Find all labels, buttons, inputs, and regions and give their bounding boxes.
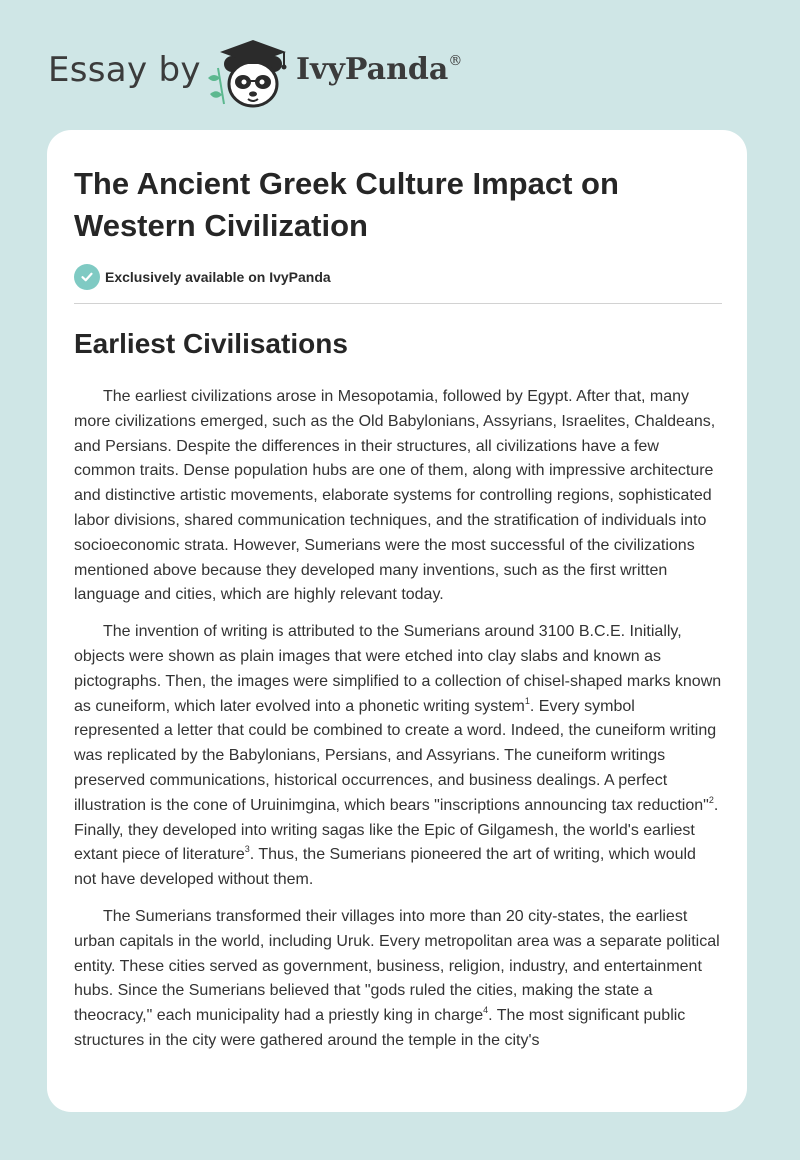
paragraph-text: . The most significant public structures in the city were gathered around the temple in the city's xyxy=(74,1007,686,1049)
paragraph-text: . Every symbol represented a letter that could be combined to create a word. Indeed, the cuneiform writing was replicated by the Babylonians, Persians, and Assyrians. The cuneiform writings preserved communications, historical occurrences, and business dealings. A perfect illustration is the cone of Uruinimgina, which bears "inscriptions announcing tax reduction" xyxy=(74,697,717,814)
footnote-marker: 3 xyxy=(244,844,250,855)
paragraph xyxy=(74,385,722,608)
paragraph xyxy=(74,905,722,1054)
check-icon xyxy=(74,264,100,290)
footnote-marker: 1 xyxy=(524,695,530,706)
page-title: The Ancient Greek Culture Impact on Western Civilization xyxy=(74,166,619,243)
paragraph-text: . Thus, the Sumerians pioneered the art of writing, which would not have developed without them. xyxy=(74,846,696,889)
ivypanda-logo-text xyxy=(296,52,462,87)
section-title: Earliest Civilisations xyxy=(74,328,348,359)
essay-card xyxy=(47,130,747,1112)
divider xyxy=(74,303,722,304)
exclusive-badge xyxy=(74,264,331,290)
paragraph-text: The invention of writing is attributed to the Sumerians around 3100 B.C.E. Initially, objects were shown as plain images that were etched into clay slabs and known as pictographs. Then, the images were simplified to a collection of chisel-shaped marks known as cuneiform, which later evolved into a phonetic writing system xyxy=(74,623,722,715)
paragraph-text: The earliest civilizations arose in Mesopotamia, followed by Egypt. After that, many more civilizations emerged, such as the Old Babylonians, Assyrians, Israelites, Chaldeans, and Persians. Despite the differences in their structures, all civilizations have a few common traits. Dense population hubs are one of them, along with impressive architecture and distinctive artistic movements, elaborate systems for controlling regions, sophisticated labor divisions, shared communication techniques, and the stratification of individuals into socioeconomic strata. However, Sumerians were the most successful of the civilizations mentioned above because they developed many inventions, such as the first written language and cities, which are highly relevant today. xyxy=(74,388,716,604)
exclusive-label: Exclusively available on IvyPanda xyxy=(105,269,331,285)
panda-graduation-cap-icon xyxy=(200,34,292,110)
registered-mark: ® xyxy=(448,53,463,69)
brand-name: IvyPanda xyxy=(296,52,449,87)
essay-by-label: Essay by xyxy=(48,50,201,90)
brand-header xyxy=(48,34,568,110)
paragraph-text: . Finally, they developed into writing sagas like the Epic of Gilgamesh, the world's earliest extant piece of literature xyxy=(74,796,719,864)
paragraph-text: The Sumerians transformed their villages into more than 20 city-states, the earliest urban capitals in the world, including Uruk. Every metropolitan area was a separate political entity. These cities served as government, business, religion, industry, and entertainment hubs. Since the Sumerians believed that "gods ruled the cities, making the state a theocracy," each municipality had a priestly king in charge xyxy=(74,907,720,1025)
essay-body xyxy=(74,385,722,1066)
footnote-marker: 4 xyxy=(483,1005,489,1016)
footnote-marker: 2 xyxy=(708,794,714,805)
paragraph xyxy=(74,620,722,893)
